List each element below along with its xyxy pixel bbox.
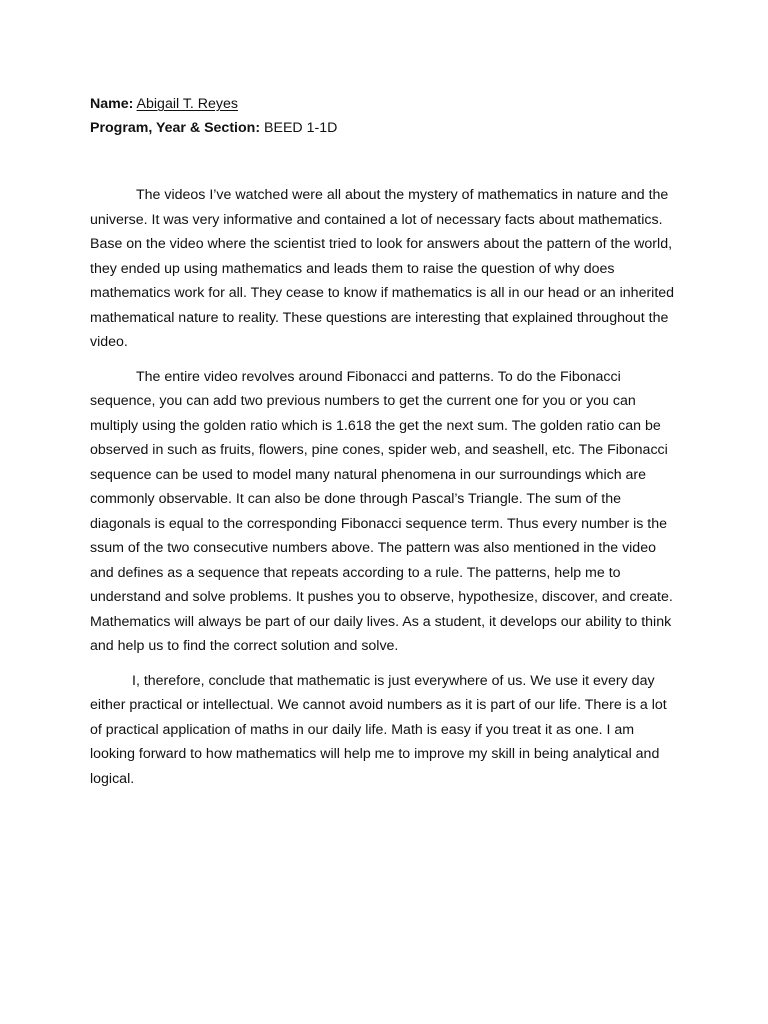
paragraph-3: I, therefore, conclude that mathematic is just everywhere of us. We use it every day either practical or intellectual. We cannot avoid numbers as it is part of our life. There is a lot of practical application of maths in our daily life. Math is easy if you treat it as one. I am looking forward to how mathematics will help me to improve my skill in being analytical and logical. [90,672,667,787]
program-value: BEED 1-1D [264,120,338,136]
paragraph-1: The videos I’ve watched were all about the mystery of mathematics in nature and the universe. It was very informative and contained a lot of necessary facts about mathematics. Base on the video where the scientist tried to look for answers about the pattern of the world, they ended up using mathematics and leads them to raise the question of why does mathematics work for all. They cease to know if mathematics is all in our head or an inherited mathematical nature to reality. These questions are interesting that explained throughout the video. [90,187,675,350]
program-label: Program, Year & Section: [90,120,261,136]
document-header [90,92,690,140]
paragraph-2: The entire video revolves around Fibonacci and patterns. To do the Fibonacci sequence, you can add two previous numbers to get the current one for you or you can multiply using the golden ratio which is 1.618 the get the next sum. The golden ratio can be observed in such as fruits, flowers, pine cones, spider web, and seashell, etc. The Fibonacci sequence can be used to model many natural phenomena in our surroundings which are commonly observable. It can also be done through Pascal’s Triangle. The sum of the diagonals is equal to the corresponding Fibonacci sequence term. Thus every number is the ssum of the two consecutive numbers above. The pattern was also mentioned in the video and defines as a sequence that repeats according to a rule. The patterns, help me to understand and solve problems. It pushes you to observe, hypothesize, discover, and create. Mathematics will always be part of our daily lives. As a student, it develops our ability to think and help us to find the correct solution and solve. [90,368,673,654]
program-line [90,116,690,140]
essay-body [90,183,682,801]
name-line [90,92,690,116]
student-name: Abigail T. Reyes [136,96,239,112]
name-label: Name: [90,96,134,112]
